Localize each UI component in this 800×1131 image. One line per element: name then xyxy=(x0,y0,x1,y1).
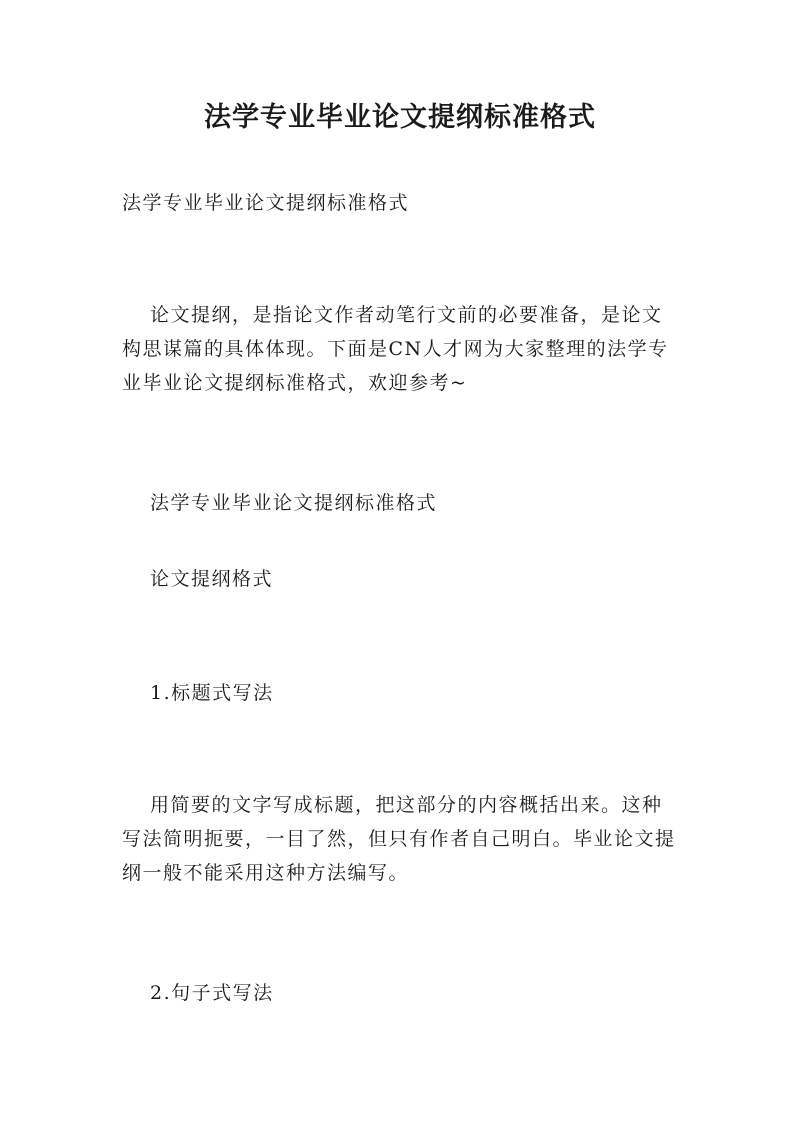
intro-paragraph: 论文提纲，是指论文作者动笔行文前的必要准备，是论文构思谋篇的具体体现。下面是CN人才网为大家整理的法学专业毕业论文提纲标准格式，欢迎参考~ xyxy=(122,304,669,394)
item1-body: 用简要的文字写成标题，把这部分的内容概括出来。这种写法简明扼要，一目了然，但只有作者自己明白。毕业论文提纲一般不能采用这种方法编写。 xyxy=(122,794,676,884)
item1-heading: 1.标题式写法 xyxy=(150,682,274,704)
item2-heading: 2.句子式写法 xyxy=(150,982,274,1004)
outline-heading: 论文提纲格式 xyxy=(150,568,274,590)
section-heading: 法学专业毕业论文提纲标准格式 xyxy=(150,492,438,514)
document-subtitle: 法学专业毕业论文提纲标准格式 xyxy=(122,192,410,214)
page-title: 法学专业毕业论文提纲标准格式 xyxy=(204,102,596,133)
